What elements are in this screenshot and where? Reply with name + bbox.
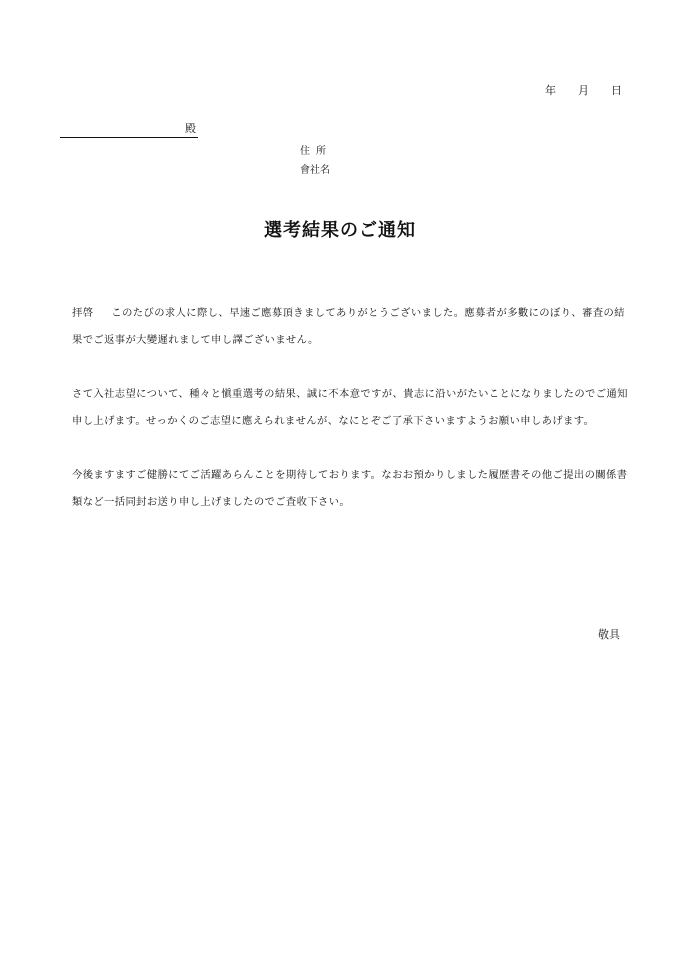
paragraph-1: [72, 300, 632, 354]
date-line: [545, 82, 622, 98]
date-day-label: 日: [611, 84, 622, 97]
recipient-honorific: 殿: [185, 122, 196, 135]
closing-remark: 敬具: [598, 628, 620, 641]
paragraph-1-text: このたびの求人に際し、早速ご應募頂きましてありがとうございました。應募者が多數にのぼり、審査の結果でご返事が大變遲れまして申し譯ございません。: [72, 307, 625, 346]
greeting: 拝啓: [72, 307, 94, 319]
sender-company-label: 會社名: [300, 165, 330, 176]
document-title: 選考結果のご通知: [264, 220, 416, 241]
date-year-label: 年: [545, 84, 556, 97]
date-month-label: 月: [578, 84, 589, 97]
letter-body: [72, 300, 632, 516]
paragraph-2: さて入社志望について、種々と愼重選考の結果、誠に不本意ですが、貴志に沿いがたいことになりましたのでご通知申し上げます。せっかくのご志望に應えられませんが、なにとぞご了承下さいますようお願い申しあげます。: [72, 388, 628, 427]
recipient-line: [60, 123, 198, 138]
paragraph-3: 今後ますますご健勝にてご活躍あらんことを期待しております。なおお預かりしました履歴書その他ご提出の關係書類など一括同封お送り申し上げましたのでご査收下さい。: [72, 469, 628, 508]
sender-block: [300, 142, 332, 180]
sender-address-label: 住所: [300, 146, 332, 157]
